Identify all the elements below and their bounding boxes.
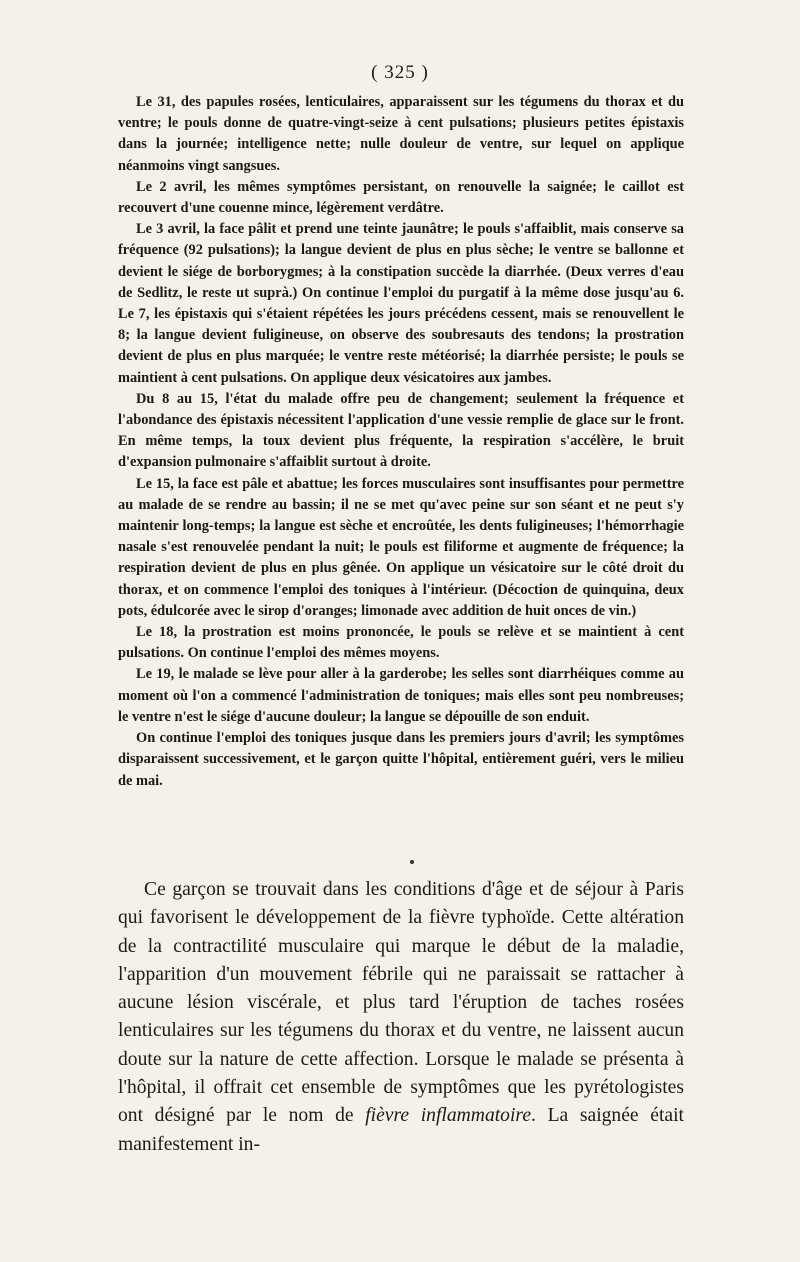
commentary-paragraph — [118, 876, 684, 1159]
paragraph-8-au-15: Du 8 au 15, l'état du malade offre peu de changement; seulement la fréquence et l'abondance des épistaxis nécessitent l'application d'une vessie remplie de glace sur le front. En même temps, la toux devient plus fréquente, la respiration s'accélère, le bruit d'expansion pulmonaire s'affaiblit surtout à droite. — [118, 390, 684, 471]
paragraph-3-avril: Le 3 avril, la face pâlit et prend une teinte jaunâtre; le pouls s'affaiblit, mais conserve sa fréquence (92 pulsations); la langue devient de plus en plus sèche; le ventre se ballonne et devient le siége de borborygmes; à la constipation succède la diarrhée. (Deux verres d'eau de Sedlitz, le reste ut suprà.) On continue l'emploi du purgatif à la même dose jusqu'au 6. Le 7, les épistaxis qui s'étaient répétées les jours précédens cessent, mais se renouvellent le 8; la langue devient fuligineuse, on observe des soubresauts des tendons; la prostration devient de plus en plus marquée; le ventre reste météorisé; la diarrhée persiste; le pouls se maintient à cent pulsations. On applique deux vésicatoires aux jambes. — [118, 221, 684, 386]
paragraph-15: Le 15, la face est pâle et abattue; les forces musculaires sont insuffisantes pour permettre au malade de se rendre au bassin; il ne se met qu'avec peine sur son séant et ne peut s'y maintenir long-temps; la langue est sèche et encroûtée, les dents fuligineuses; l'hémorrhagie nasale s'est renouvelée pendant la nuit; le pouls est filiforme et augmente de fréquence; la respiration devient de plus en plus gênée. On applique un vésicatoire sur le côté droit du thorax, et on commence l'emploi des toniques à l'intérieur. (Décoction de quinquina, deux pots, édulcorée avec le sirop d'oranges; limonade avec addition de huit onces de vin.) — [118, 475, 684, 619]
paragraph-2-avril: Le 2 avril, les mêmes symptômes persistant, on renouvelle la saignée; le caillot est recouvert d'une couenne mince, légèrement verdâtre. — [118, 178, 684, 217]
case-notes — [118, 92, 684, 792]
paragraph-18: Le 18, la prostration est moins prononcée, le pouls se relève et se maintient à cent pulsations. On continue l'emploi des mêmes moyens. — [118, 624, 684, 662]
paragraph-31: Le 31, des papules rosées, lenticulaires, apparaissent sur les tégumens du thorax et du ventre; le pouls donne de quatre-vingt-seize à cent pulsations; plusieurs petites épistaxis dans la journée; intelligence nette; nulle douleur de ventre, sur lequel on applique néanmoins vingt sangsues. — [118, 94, 684, 174]
commentary — [118, 876, 684, 1159]
paragraph-19: Le 19, le malade se lève pour aller à la garderobe; les selles sont diarrhéiques comme au moment où l'on a commencé l'administration de toniques; mais elles sont peu nombreuses; le ventre n'est le siége d'aucune douleur; la langue se dépouille de son enduit. — [118, 666, 684, 725]
ink-mark — [410, 860, 414, 864]
page-number: ( 325 ) — [371, 62, 429, 83]
commentary-text-end: . La saignée était manifestement in- — [118, 1105, 684, 1155]
paragraph-conclusion: On continue l'emploi des toniques jusque dans les premiers jours d'avril; les symptômes disparaissent successivement, et le garçon quitte l'hôpital, entièrement guéri, vers le milieu de mai. — [118, 730, 684, 789]
commentary-text-start: Ce garçon se trouvait dans les conditions d'âge et de séjour à Paris qui favorisent le développement de la fièvre typhoïde. Cette altération de la contractilité musculaire qui marque le début de la maladie, l'apparition d'un mouvement fébrile qui ne paraissait se rattacher à aucune lésion viscérale, et plus tard l'éruption de taches rosées lenticulaires sur les tégumens du thorax et du ventre, ne laissent aucun doute sur la nature de cette affection. Lorsque le malade se présenta à l'hôpital, il offrait cet ensemble de symptômes que les pyrétologistes ont désigné par le nom de — [118, 879, 684, 1127]
commentary-italic-term: fièvre inflammatoire — [365, 1105, 532, 1127]
